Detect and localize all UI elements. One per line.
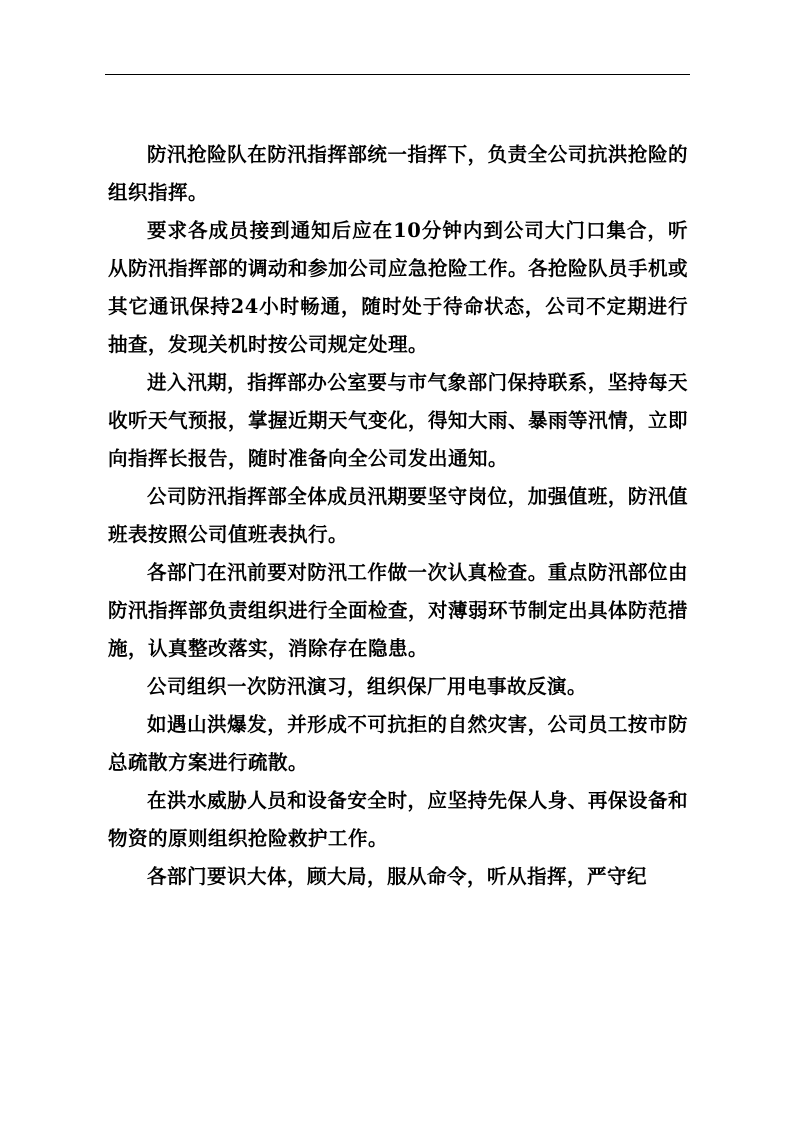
header-rule [105, 74, 690, 75]
paragraph: 如遇山洪爆发，并形成不可抗拒的自然灾害，公司员工按市防总疏散方案进行疏散。 [108, 713, 688, 774]
paragraph: 公司防汛指挥部全体成员汛期要坚守岗位，加强值班，防汛值班表按照公司值班表执行。 [108, 485, 688, 546]
paragraph: 进入汛期，指挥部办公室要与市气象部门保持联系，坚持每天收听天气预报，掌握近期天气变化，得知大雨、暴雨等汛情，立即向指挥长报告，随时准备向全公司发出通知。 [108, 371, 689, 470]
paragraph: 各部门要识大体，顾大局，服从命令，听从指挥，严守纪 [147, 865, 648, 888]
paragraph: 公司组织一次防汛演习，组织保厂用电事故反演。 [147, 675, 588, 698]
paragraph: 防汛抢险队在防汛指挥部统一指挥下，负责全公司抗洪抢险的组织指挥。 [108, 143, 688, 204]
document-body [108, 136, 688, 896]
paragraph: 在洪水威胁人员和设备安全时，应坚持先保人身、再保设备和物资的原则组织抢险救护工作。 [108, 789, 688, 850]
paragraph: 各部门在汛前要对防汛工作做一次认真检查。重点防汛部位由防汛指挥部负责组织进行全面检查，对薄弱环节制定出具体防范措施，认真整改落实，消除存在隐患。 [108, 561, 689, 660]
paragraph: 要求各成员接到通知后应在10分钟内到公司大门口集合，听从防汛指挥部的调动和参加公司应急抢险工作。各抢险队员手机或其它通讯保持24小时畅通，随时处于待命状态，公司不定期进行抽查，发现关机时按公司规定处理。 [108, 219, 689, 356]
